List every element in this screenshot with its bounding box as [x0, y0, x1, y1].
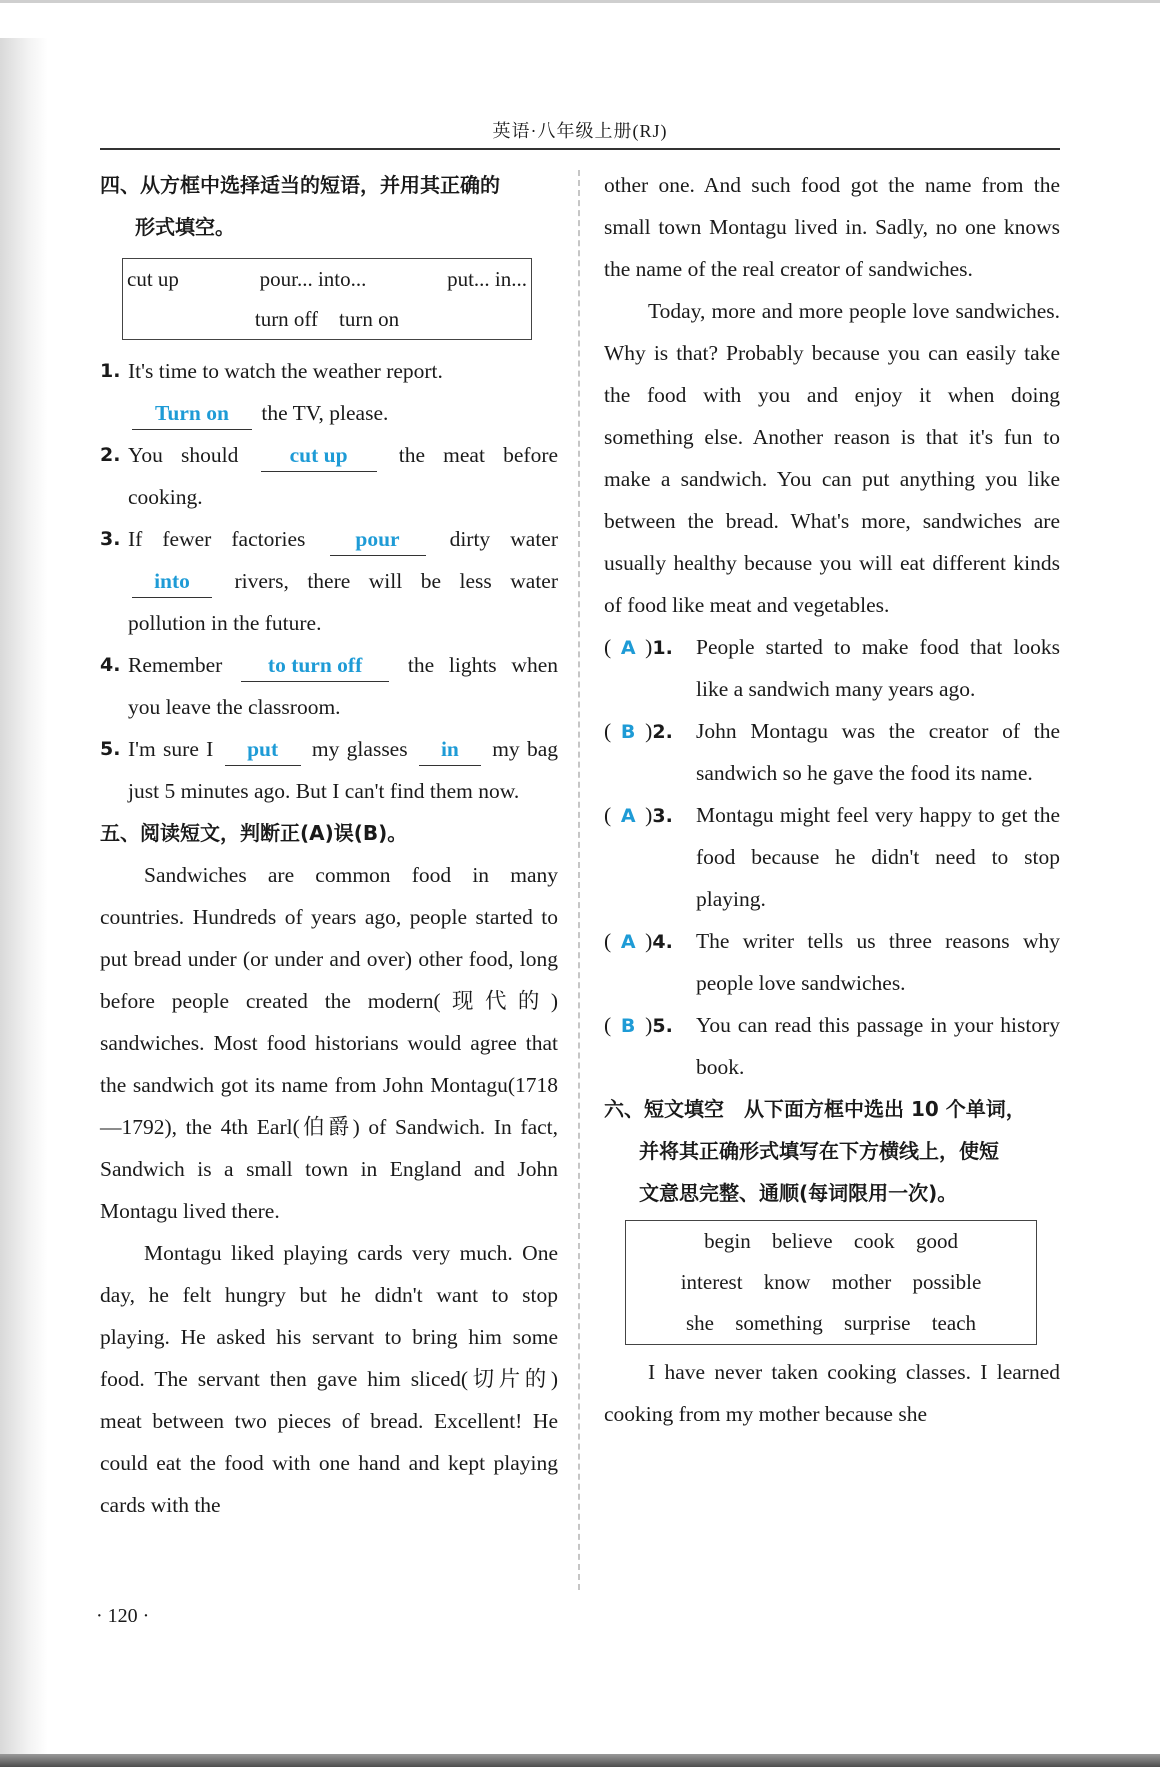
answer-blank: Turn on — [132, 397, 252, 430]
word-item: begin — [704, 1229, 751, 1253]
word-item: mother — [831, 1270, 892, 1294]
phrase-item: turn on — [339, 307, 400, 331]
question-5: 5. I'm sure I put my glasses in my bag just 5 minutes ago. But I can't find them now. — [100, 728, 558, 812]
answer-blank: pour — [330, 523, 426, 556]
word-item: something — [735, 1311, 823, 1335]
judgement-item-1: ( A )1. People started to make food that looks like a sandwich many years ago. — [604, 626, 1060, 710]
judgement-answer: A — [620, 805, 636, 827]
question-3: 3. If fewer factories pour dirty water into rivers, there will be less water pollution in the future. — [100, 518, 558, 644]
judgement-item-5: ( B )5. You can read this passage in your history book. — [604, 1004, 1060, 1088]
section4-title: 四、从方框中选择适当的短语，并用其正确的 形式填空。 — [100, 173, 500, 239]
answer-blank: in — [419, 733, 481, 766]
word-item: surprise — [843, 1311, 911, 1335]
judgement-item-2: ( B )2. John Montagu was the creator of the sandwich so he gave the food its name. — [604, 710, 1060, 794]
phrase-item: turn off — [254, 307, 319, 331]
answer-blank: cut up — [261, 439, 377, 472]
reading-paragraph-2: Montagu liked playing cards very much. One day, he felt hungry but he didn't want to stop playing. He asked his servant to bring him some food. The servant then gave him sliced(切片的) meat between two pieces of bread. Excellent! He could eat the food with one hand and kept playing cards with the — [100, 1241, 558, 1517]
question-2: 2. You should cut up the meat before cooking. — [100, 434, 558, 518]
section6-title: 六、短文填空 从下面方框中选出 10 个单词， 并将其正确形式填写在下方横线上，使短 文意思完整、通顺(每词限用一次)。 — [604, 1097, 1026, 1205]
answer-blank: put — [225, 733, 301, 766]
phrase-item: cut up — [127, 267, 179, 291]
judgement-answer: A — [620, 637, 636, 659]
section5-title: 五、阅读短文，判断正(A)误(B)。 — [100, 821, 408, 845]
word-item: cook — [853, 1229, 895, 1253]
word-item: believe — [771, 1229, 833, 1253]
phrase-item: put... in... — [447, 267, 527, 291]
phrase-item: pour... into... — [259, 267, 367, 291]
cloze-paragraph: I have never taken cooking classes. I learned cooking from my mother because she — [604, 1360, 1060, 1426]
question-1: 1. It's time to watch the weather report. Turn on the TV, please. — [100, 350, 558, 434]
word-item: interest — [680, 1270, 743, 1294]
reading-paragraph-2-continued: other one. And such food got the name from the small town Montagu lived in. Sadly, no one knows the name of the real creator of sandwiches. — [604, 173, 1060, 281]
left-column — [100, 164, 558, 1526]
reading-paragraph-1: Sandwiches are common food in many countries. Hundreds of years ago, people started to put bread under (or under and over) other food, long before people created the modern(现代的) sandwiches. Most food historians would agree that the sandwich got its name from John Montagu(1718—1792), the 4th Earl(伯爵) of Sandwich. In fact, Sandwich is a small town in England and John Montagu lived there. — [100, 863, 558, 1223]
bottom-edge — [0, 1754, 1160, 1767]
column-divider — [578, 170, 580, 1590]
judgement-item-3: ( A )3. Montagu might feel very happy to get the food because he didn't need to stop playing. — [604, 794, 1060, 920]
phrase-box — [122, 258, 532, 340]
judgement-answer: B — [620, 721, 636, 743]
word-item: good — [915, 1229, 958, 1253]
judgement-answer: A — [620, 931, 636, 953]
page-shadow — [0, 38, 48, 1767]
reading-paragraph-3: Today, more and more people love sandwiches. Why is that? Probably because you can easily take the food with you and enjoy it when doing something else. Another reason is that it's fun to make a sandwich. You can put anything you like between the bread. What's more, sandwiches are usually healthy because you will eat different kinds of food like meat and vegetables. — [604, 299, 1060, 617]
right-column — [604, 164, 1060, 1435]
judgement-answer: B — [620, 1015, 636, 1037]
word-item: possible — [912, 1270, 982, 1294]
header-rule — [100, 148, 1060, 150]
answer-blank: to turn off — [241, 649, 389, 682]
top-edge — [0, 0, 1160, 3]
judgement-item-4: ( A )4. The writer tells us three reasons why people love sandwiches. — [604, 920, 1060, 1004]
word-box — [625, 1220, 1037, 1345]
word-item: know — [763, 1270, 811, 1294]
question-4: 4. Remember to turn off the lights when you leave the classroom. — [100, 644, 558, 728]
answer-blank: into — [132, 565, 212, 598]
page-header: 英语·八年级上册(RJ) — [492, 121, 668, 141]
word-item: teach — [931, 1311, 977, 1335]
word-item: she — [685, 1311, 714, 1335]
page-number: · 120 · — [96, 1605, 150, 1627]
